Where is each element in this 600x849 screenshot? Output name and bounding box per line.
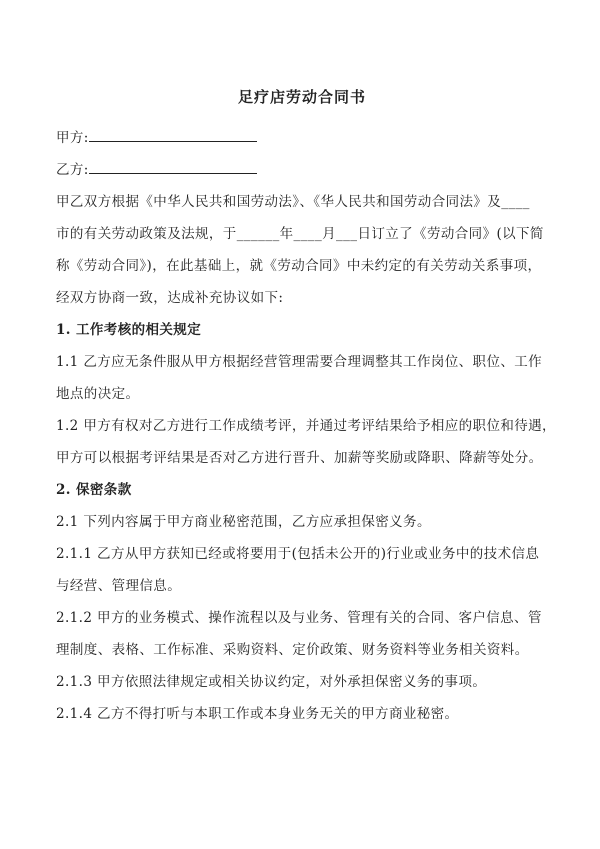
party-a-line bbox=[56, 122, 548, 154]
section-1-heading: 1. 工作考核的相关规定 bbox=[56, 322, 202, 338]
clause-2-1: 2.1 下列内容属于甲方商业秘密范围，乙方应承担保密义务。 bbox=[56, 514, 431, 530]
section-2-heading: 2. 保密条款 bbox=[56, 482, 132, 498]
party-b-blank bbox=[89, 158, 257, 174]
clause-2-1-4: 2.1.4 乙方不得打听与本职工作或本身业务无关的甲方商业秘密。 bbox=[56, 706, 459, 722]
clause-2-1-1-line-1: 2.1.1 乙方从甲方获知已经或将要用于(包括未公开的)行业或业务中的技术信息 bbox=[56, 546, 540, 562]
party-b-line bbox=[56, 154, 548, 186]
party-a-blank bbox=[89, 126, 257, 142]
document-title: 足疗店劳动合同书 bbox=[237, 88, 366, 106]
party-a-label: 甲方: bbox=[56, 130, 89, 146]
clause-1-2-line-2: 甲方可以根据考评结果是否对乙方进行晋升、加薪等奖励或降职、降薪等处分。 bbox=[56, 450, 543, 466]
clause-1-2-line-1: 1.2 甲方有权对乙方进行工作成绩考评，并通过考评结果给予相应的职位和待遇， bbox=[56, 418, 556, 434]
clause-1-1-line-2: 地点的决定。 bbox=[56, 386, 140, 402]
clause-2-1-1-line-2: 与经营、管理信息。 bbox=[56, 578, 182, 594]
preamble-line-1: 甲乙双方根据《中华人民共和国劳动法》、《华人民共和国劳动合同法》及____ bbox=[56, 194, 530, 210]
clause-2-1-3: 2.1.3 甲方依照法律规定或相关协议约定，对外承担保密义务的事项。 bbox=[56, 674, 487, 690]
clause-2-1-2-line-1: 2.1.2 甲方的业务模式、操作流程以及与业务、管理有关的合同、客户信息、管 bbox=[56, 610, 542, 626]
preamble-line-2: 市的有关劳动政策及法规，于______年____月___日订立了《劳动合同》(以下简 bbox=[56, 226, 544, 242]
party-b-label: 乙方: bbox=[56, 162, 89, 178]
clause-2-1-2-line-2: 理制度、表格、工作标准、采购资料、定价政策、财务资料等业务相关资料。 bbox=[56, 642, 529, 658]
clause-1-1-line-1: 1.1 乙方应无条件服从甲方根据经营管理需要合理调整其工作岗位、职位、工作 bbox=[56, 354, 543, 370]
preamble-line-4: 经双方协商一致，达成补充协议如下: bbox=[56, 290, 284, 306]
preamble-line-3: 称《劳动合同》)，在此基础上，就《劳动合同》中未约定的有关劳动关系事项， bbox=[56, 258, 542, 274]
